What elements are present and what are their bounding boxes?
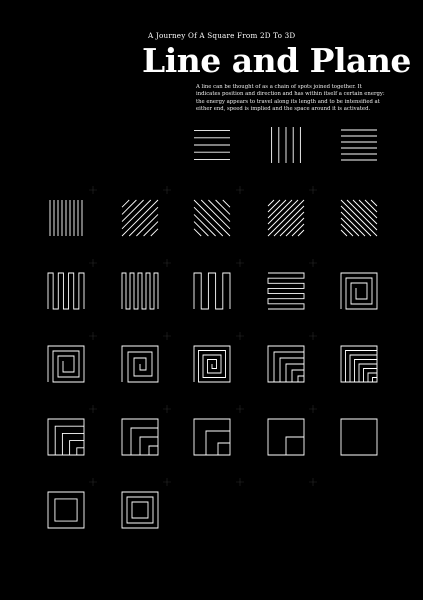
vertical-meander-loose-square-icon [194,273,230,309]
triple-square-icon [122,492,158,528]
nested-corners-two-icon [194,419,230,455]
diagonal-lines-falling-dense-square-icon [341,200,377,236]
single-square-corner-icon [341,419,377,455]
poster-body-text: A line can be thought of as a chain of spots joined together. It indicates position and direction and has within itself a certain energy: the energy appears to travel along its length and to be intensified at either end, speed is implied and the space around it is activated. [196,84,385,113]
vertical-meander-tight-square-icon [122,273,158,309]
poster-title: Line and Plane [142,41,411,80]
horizontal-lines-dense-square-icon [341,130,377,160]
poster-subtitle: A Journey Of A Square From 2D To 3D [148,31,296,40]
double-square-icon [48,492,84,528]
square-spiral-open-icon [122,346,158,382]
diagonal-lines-rising-square-icon [122,200,158,236]
square-spiral-tight-icon [194,346,230,382]
nested-corners-dense-icon [341,346,377,382]
nested-corners-four-icon [48,419,84,455]
vertical-lines-dense-square-icon [50,200,82,236]
square-spiral-icon [341,273,377,309]
diagonal-lines-rising-dense-square-icon [268,200,304,236]
horizontal-lines-square-icon [194,131,230,160]
diagonal-lines-falling-square-icon [194,200,230,236]
nested-corners-top-left-icon [268,346,304,382]
vertical-meander-square-icon [48,273,84,309]
nested-corners-three-icon [122,419,158,455]
vertical-lines-square-icon [272,127,301,163]
nested-corner-one-icon [268,419,304,455]
square-spiral-rotated-icon [48,346,84,382]
horizontal-meander-square-icon [268,273,304,309]
